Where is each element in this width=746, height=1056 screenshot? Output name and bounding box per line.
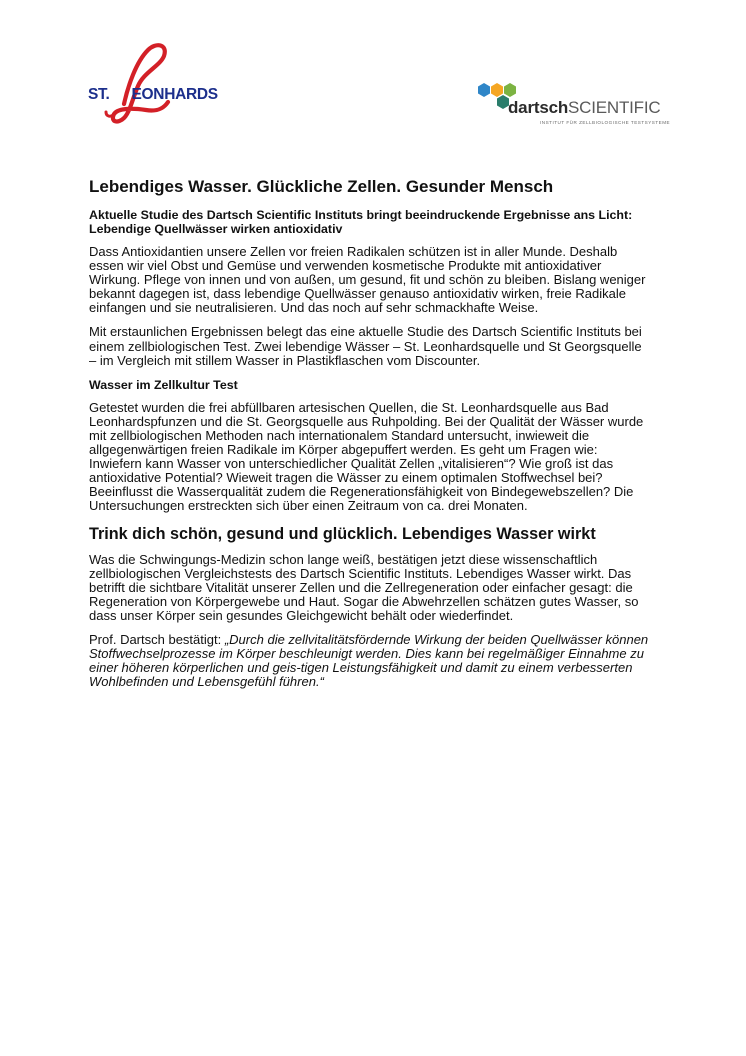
paragraph-4: Was die Schwingungs-Medizin schon lange weiß, bestätigen jetzt diese wissenschaftlich zellbiologischen Vergleichstests des Dartsch Scientific Instituts. Lebendiges Wasser wirkt. Das betrifft die sichtbare Vitalität unserer Zellen und die Zellregeneration oder einfacher gesagt: die Regeneration von Körpergewebe und Haut. Sogar die Abwehrzellen schätzen gutes Wasser, so dass unser Körper sein gesundes Gleichgewicht behält oder wiederfindet.	[89, 551, 639, 623]
section-heading-zellkultur: Wasser im Zellkultur Test	[89, 377, 238, 392]
quote-intro: Prof. Dartsch bestätigt:	[89, 631, 225, 647]
logo-right-brand-light: SCIENTIFIC	[568, 98, 661, 117]
section-heading-trink: Trink dich schön, gesund und glücklich. Lebendiges Wasser wirkt	[89, 524, 596, 543]
paragraph-1: Dass Antioxidantien unsere Zellen vor freien Radikalen schützen ist in aller Munde. Deshalb essen wir viel Obst und Gemüse und verwenden kosmetische Produkte mit antioxidativer Wirkung. Pflege von innen und von außen, um gesund, fit und schön zu bleiben. Bislang weniger bekannt dagegen ist, dass lebendige Quellwässer genauso antioxidativ wirken, freie Radikale einfangen und sie neutralisieren. Und das noch auf sehr schmackhafte Weise.	[89, 244, 646, 316]
paragraph-3: Getestet wurden die frei abfüllbaren artesischen Quellen, die St. Leonhardsquelle aus Bad Leonhardspfunzen und die St. Georgsquelle aus Ruhpolding. Bei der Qualität der Wässer wurde mit zellbiologischen Methoden nach internationalem Standard untersucht, inwieweit die allgegenwärtigen freien Radikale im Körper abgepuffert werden. Es geht um Fragen wie: Inwiefern kann Wasser von unterschiedlicher Qualität Zellen „vitalisieren“? Wie groß ist das antioxidative Potential? Wieweit tragen die Wässer zu einem optimalen Stoffwechsel bei? Beeinflusst die Wasserqualität zudem die Regenerationsfähigkeit von Bindegewebszellen? Die Untersuchungen erstreckten sich über einen Zeitraum von ca. drei Monaten.	[89, 399, 644, 514]
professor-quote: „Durch die zellvitalitätsfördernde Wirkung der beiden Quellwässer können Stoffwechselprozesse im Körper beschleunigt werden. Dies kann bei regelmäßiger Einnahme zu einer höheren körperlichen und geis-tigen Leistungsfähigkeit und damit zu einem verbesserten Wohlbefinden und Lebensgefühl führen.“	[89, 631, 649, 690]
dartsch-scientific-logo	[474, 80, 671, 130]
paragraph-2: Mit erstaunlichen Ergebnissen belegt das eine aktuelle Studie des Dartsch Scientific Instituts bei einem zellbiologischen Test. Zwei lebendige Wässer – St. Leonhardsquelle und St Georgsquelle – im Vergleich mit stillem Wasser in Plastikflaschen vom Discounter.	[89, 324, 642, 368]
article-title: Lebendiges Wasser. Glückliche Zellen. Gesunder Mensch	[89, 177, 554, 196]
leonhards-script-l-icon	[84, 42, 224, 126]
st-leonhards-logo	[84, 42, 224, 126]
article-body	[89, 176, 649, 699]
logo-left-suffix: EONHARDS	[131, 86, 218, 103]
article-lead: Aktuelle Studie des Dartsch Scientific Instituts bringt beeindruckende Ergebnisse ans Licht: Lebendige Quellwässer wirken antioxidativ	[89, 208, 633, 236]
logo-right-brand-bold: dartsch	[508, 98, 569, 117]
logo-left-prefix: ST.	[88, 86, 110, 103]
paragraph-5	[89, 633, 649, 689]
logo-right-tagline: INSTITUT FÜR ZELLBIOLOGISCHE TESTSYSTEME	[540, 120, 671, 125]
